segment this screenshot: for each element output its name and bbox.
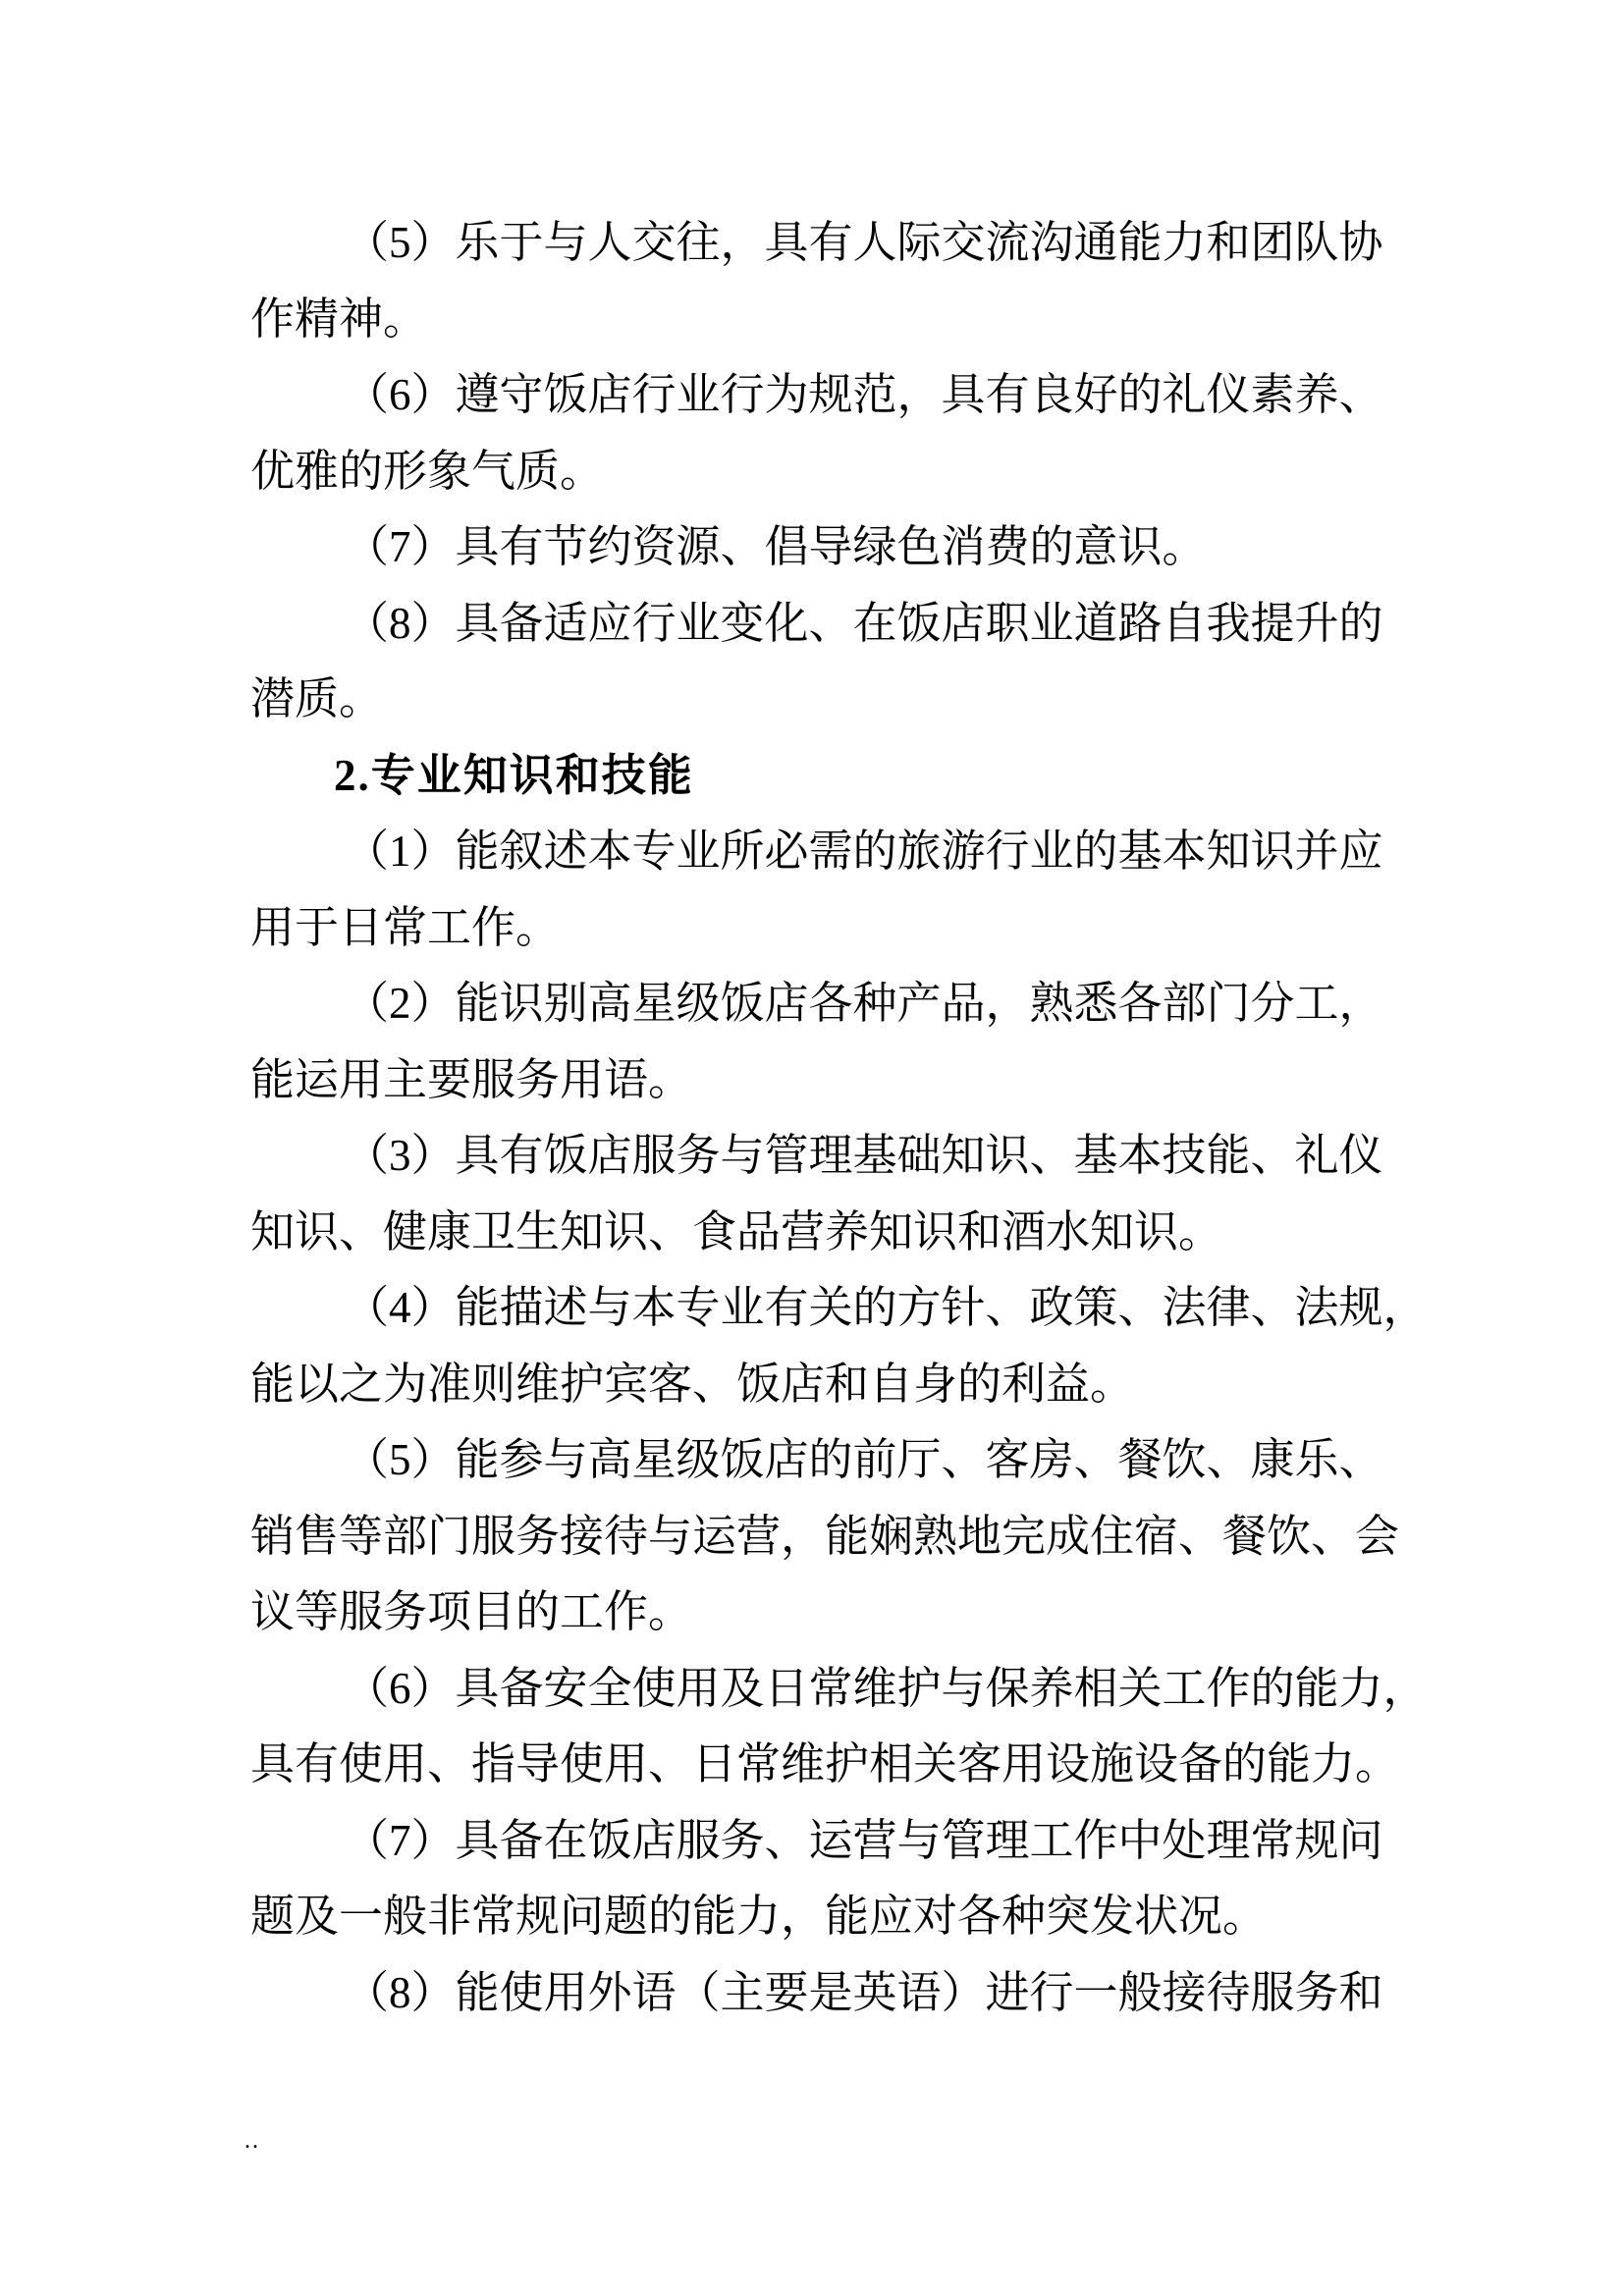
text-line: （4）能描述与本专业有关的方针、政策、法律、法规， [345,1283,1428,1332]
text-line: 优雅的形象气质。 [250,446,605,496]
text-line: 具有使用、指导使用、日常维护相关客用设施设备的能力。 [250,1739,1400,1789]
text-line: 知识、健康卫生知识、食品营养知识和酒水知识。 [250,1206,1223,1256]
text-line: （5）能参与高星级饭店的前厅、客房、餐饮、康乐、 [345,1435,1383,1484]
text-line: （8）具备适应行业变化、在饭店职业道路自我提升的 [345,598,1383,648]
text-line: 销售等部门服务接待与运营，能娴熟地完成住宿、餐饮、会 [250,1511,1400,1561]
text-line: （7）具有节约资源、倡导绿色消费的意识。 [345,522,1207,571]
text-line: （7）具备在饭店服务、运营与管理工作中处理常规问 [345,1815,1383,1865]
text-line: 潜质。 [250,674,384,723]
text-line: 题及一般非常规问题的能力，能应对各种突发状况。 [250,1892,1268,1941]
text-line: （5）乐于与人交往，具有人际交流沟通能力和团队协 [345,218,1383,267]
text-line: （2）能识别高星级饭店各种产品，熟悉各部门分工， [345,979,1383,1028]
section-heading: 2.专业知识和技能 [334,750,694,800]
text-line: 能以之为准则维护宾客、饭店和自身的利益。 [250,1359,1135,1409]
text-line: 议等服务项目的工作。 [250,1587,693,1636]
text-line: （6）遵守饭店行业行为规范，具有良好的礼仪素养、 [345,370,1383,419]
text-line: 用于日常工作。 [250,902,561,952]
text-line: （6）具备安全使用及日常维护与保养相关工作的能力， [345,1663,1428,1713]
text-line: （3）具有饭店服务与管理基础知识、基本技能、礼仪 [345,1131,1383,1180]
text-line: （1）能叙述本专业所必需的旅游行业的基本知识并应 [345,827,1383,876]
text-line: 能运用主要服务用语。 [250,1054,693,1104]
text-line: （8）能使用外语（主要是英语）进行一般接待服务和 [345,1967,1383,2017]
text-line: 作精神。 [250,294,428,344]
footer-mark: .. [244,2128,260,2154]
text-block [250,205,1428,2031]
